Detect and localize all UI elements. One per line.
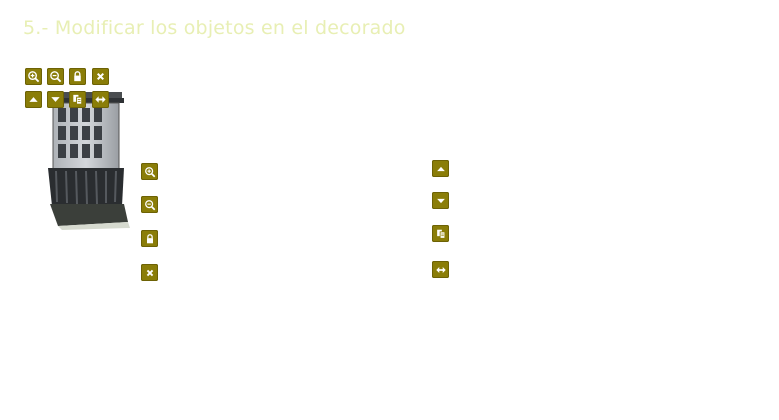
arrow-down-icon xyxy=(49,93,62,106)
zoom-out-icon xyxy=(144,199,156,211)
lock-button[interactable] xyxy=(69,68,86,85)
lock-icon xyxy=(144,233,156,245)
legend-lock-icon xyxy=(141,230,158,247)
arrow-up-icon xyxy=(27,93,40,106)
send-backward-button[interactable] xyxy=(47,91,64,108)
page-title: 5.- Modificar los objetos en el decorado xyxy=(23,17,406,39)
bring-forward-button[interactable] xyxy=(25,91,42,108)
flip-horizontal-icon xyxy=(94,93,107,106)
arrow-up-icon xyxy=(435,163,447,175)
legend-close-icon xyxy=(141,264,158,281)
zoom-in-button[interactable] xyxy=(25,68,42,85)
legend-flip-horizontal-icon xyxy=(432,261,449,278)
zoom-out-icon xyxy=(49,70,62,83)
decor-object-balcony[interactable] xyxy=(40,88,132,230)
close-icon xyxy=(144,267,156,279)
flip-button[interactable] xyxy=(92,91,109,108)
zoom-in-icon xyxy=(27,70,40,83)
legend-zoom-out-icon xyxy=(141,196,158,213)
legend-arrow-down-icon xyxy=(432,192,449,209)
legend-zoom-in-icon xyxy=(141,163,158,180)
copy-button[interactable] xyxy=(69,91,86,108)
zoom-in-icon xyxy=(144,166,156,178)
lock-icon xyxy=(71,70,84,83)
arrow-down-icon xyxy=(435,195,447,207)
copy-icon xyxy=(435,228,447,240)
legend-arrow-up-icon xyxy=(432,160,449,177)
zoom-out-button[interactable] xyxy=(47,68,64,85)
delete-button[interactable] xyxy=(92,68,109,85)
close-icon xyxy=(94,70,107,83)
legend-copy-icon xyxy=(432,225,449,242)
copy-icon xyxy=(71,93,84,106)
flip-horizontal-icon xyxy=(435,264,447,276)
